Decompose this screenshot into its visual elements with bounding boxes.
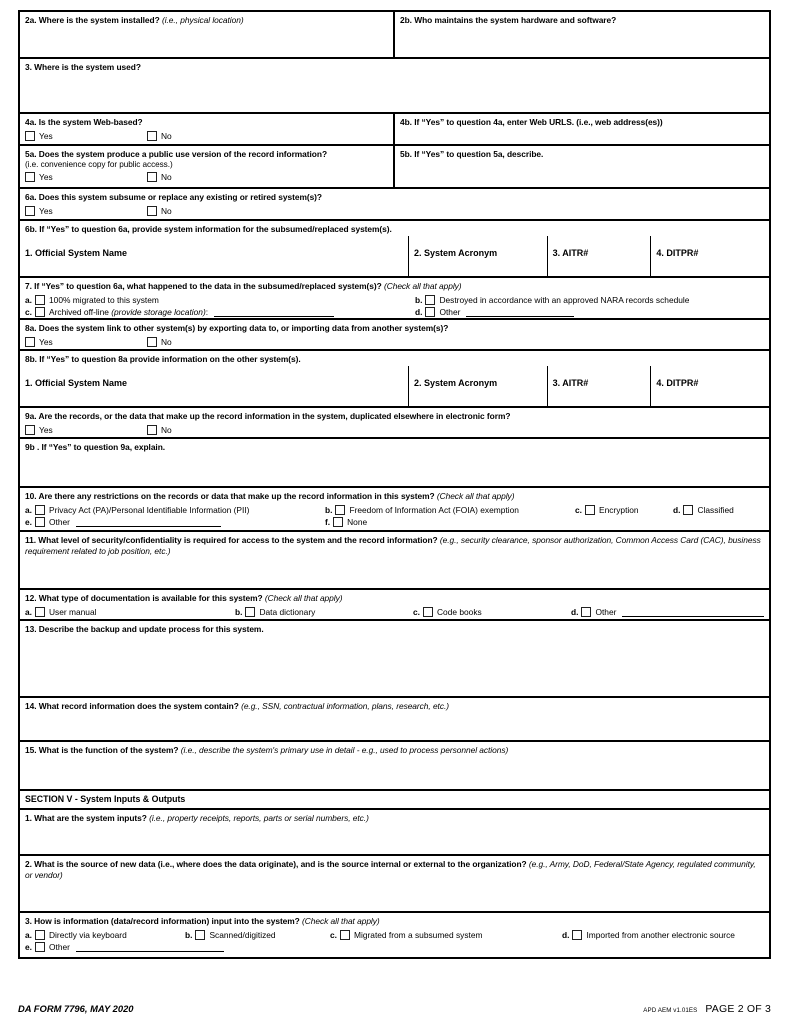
q12-option-a[interactable]: [25, 607, 235, 617]
cell-q8b-acronym[interactable]: [409, 366, 548, 406]
checkbox-icon[interactable]: [425, 307, 435, 317]
sv-q3-letter-d: d.: [562, 929, 570, 940]
cell-sv-q3: [20, 913, 769, 957]
cell-q12: [20, 590, 769, 619]
q9a-option-no[interactable]: [147, 425, 172, 435]
q8b-col1-header: 1. Official System Name: [25, 378, 128, 388]
q12-letter-c: c.: [413, 606, 420, 617]
checkbox-icon[interactable]: [335, 505, 345, 515]
checkbox-icon[interactable]: [423, 607, 433, 617]
q10-option-b[interactable]: [325, 505, 575, 515]
sv-q3-option-e[interactable]: [25, 942, 224, 952]
row-q8a: [20, 320, 769, 351]
cell-q8a: [20, 320, 769, 349]
q12-option-d[interactable]: [571, 607, 764, 617]
q15-hint: (i.e., describe the system's primary use in detail - e.g., used to process personnel actions): [180, 745, 509, 755]
q4a-option-no[interactable]: [147, 131, 172, 141]
checkbox-icon[interactable]: [35, 607, 45, 617]
cell-q7: [20, 278, 769, 318]
q12-letter-b: b.: [235, 606, 243, 617]
q10-option-a-label: Privacy Act (PA)/Personal Identifiable Information (PII): [49, 504, 250, 515]
checkbox-icon[interactable]: [35, 930, 45, 940]
row-q12: [20, 590, 769, 621]
sv-q3-option-b[interactable]: [185, 930, 330, 940]
row-q6b-table: [20, 236, 769, 278]
q12-option-c[interactable]: [413, 607, 571, 617]
cell-q6b-ditpr[interactable]: [651, 236, 769, 276]
q4a-choices: [25, 131, 389, 141]
cell-section-v-title: [20, 791, 769, 808]
row-q10: [20, 488, 769, 532]
sv-q3-choices-row2: [25, 942, 765, 952]
row-sv-q1: [20, 810, 769, 856]
sv-q3-letter-e: e.: [25, 941, 32, 952]
cell-q13[interactable]: [20, 621, 769, 696]
cell-q3[interactable]: [20, 59, 769, 112]
q9b-label: 9b . If “Yes” to question 9a, explain.: [25, 442, 166, 452]
q6b-col3-header: 3. AITR#: [552, 248, 589, 258]
q10-letter-c: c.: [575, 504, 582, 515]
sv-q3-option-b-label: Scanned/digitized: [209, 929, 276, 940]
row-q6a: [20, 189, 769, 221]
q7-option-c-input[interactable]: [214, 307, 334, 317]
q6b-col4-header: 4. DITPR#: [656, 248, 699, 258]
q10-choices-row2: [25, 517, 765, 527]
q12-label: 12. What type of documentation is available for this system? (Check all that apply): [25, 593, 343, 603]
q2a-label: 2a. Where is the system installed? (i.e., physical location): [25, 15, 244, 25]
q7-option-a[interactable]: [25, 295, 415, 305]
row-q9b: [20, 439, 769, 488]
row-q8b-title: [20, 351, 769, 366]
q11-label: 11. What level of security/confidentiality is required for access to the system and the record information? (e.g., security clearance, sponsor authorization, Common Access Card (CAC), business requirement related to job position, etc.): [25, 535, 761, 556]
sv-q3-option-e-label: Other: [49, 941, 70, 952]
row-q4: [20, 114, 769, 146]
cell-sv-q2[interactable]: [20, 856, 769, 911]
q5b-label: 5b. If “Yes” to question 5a, describe.: [400, 149, 544, 159]
q5a-label: 5a. Does the system produce a public use version of the record information?: [25, 149, 328, 159]
q8a-no-label: No: [161, 336, 172, 347]
sv-q3-option-a[interactable]: [25, 930, 185, 940]
q10-option-c[interactable]: [575, 505, 673, 515]
cell-q11[interactable]: [20, 532, 769, 588]
checkbox-icon[interactable]: [147, 131, 157, 141]
q2a-hint: (i.e., physical location): [161, 15, 244, 25]
checkbox-icon[interactable]: [25, 337, 35, 347]
q10-letter-b: b.: [325, 504, 333, 515]
q13-label: 13. Describe the backup and update process for this system.: [25, 624, 264, 634]
q10-option-f-label: None: [347, 516, 368, 527]
q8a-choices: [25, 337, 765, 347]
cell-q8b-aitr[interactable]: [548, 366, 652, 406]
form-number: DA FORM 7796, MAY 2020: [18, 1003, 134, 1014]
q10-letter-f: f.: [325, 516, 331, 527]
form-footer: [18, 1003, 771, 1015]
sv-q3-option-c-label: Migrated from a subsumed system: [354, 929, 483, 940]
q4a-yes-label: Yes: [39, 130, 53, 141]
q4b-label: 4b. If “Yes” to question 4a, enter Web URLS. (i.e., web address(es)): [400, 117, 663, 127]
q10-option-e-input[interactable]: [76, 517, 221, 527]
checkbox-icon[interactable]: [333, 517, 343, 527]
row-q3: [20, 59, 769, 114]
checkbox-icon[interactable]: [35, 942, 45, 952]
q12-option-b-label: Data dictionary: [259, 606, 316, 617]
section-v-title: SECTION V - System Inputs & Outputs: [25, 794, 186, 804]
q5a-option-yes[interactable]: [25, 172, 147, 182]
q5a-choices: [25, 172, 389, 182]
q8b-label: 8b. If “Yes” to question 8a provide information on the other system(s).: [25, 354, 301, 364]
q7-option-d[interactable]: [415, 307, 574, 317]
q7-option-a-label: 100% migrated to this system: [49, 294, 159, 305]
row-q7: [20, 278, 769, 320]
cell-q8b-title: [20, 351, 769, 366]
q9a-yes-label: Yes: [39, 424, 53, 435]
cell-q4a: [20, 114, 395, 144]
q7-option-c[interactable]: [25, 307, 415, 317]
cell-q8b-system-name[interactable]: [20, 366, 409, 406]
q7-letter-d: d.: [415, 306, 423, 317]
q2b-label: 2b. Who maintains the system hardware and software?: [400, 15, 617, 25]
row-q11: [20, 532, 769, 590]
q12-option-c-label: Code books: [437, 606, 482, 617]
cell-q6a: [20, 189, 769, 219]
form-revision: APD AEM v1.01ES: [643, 1007, 698, 1014]
q7-letter-a: a.: [25, 294, 32, 305]
q12-hint: (Check all that apply): [264, 593, 343, 603]
checkbox-icon[interactable]: [35, 517, 45, 527]
q7-label: 7. If “Yes” to question 6a, what happened to the data in the subsumed/replaced system(s)? (Check all that apply): [25, 281, 462, 291]
q7-choices-row1: [25, 295, 765, 305]
checkbox-icon[interactable]: [245, 607, 255, 617]
q12-option-d-label: Other: [595, 606, 617, 617]
q12-option-b[interactable]: [235, 607, 413, 617]
q6a-yes-label: Yes: [39, 205, 53, 216]
q7-option-c-label: Archived off-line (provide storage location):: [49, 306, 209, 317]
q5a-no-label: No: [161, 172, 172, 183]
q10-option-a[interactable]: [25, 505, 325, 515]
q6b-col1-header: 1. Official System Name: [25, 248, 128, 258]
checkbox-icon[interactable]: [195, 930, 205, 940]
cell-q2b[interactable]: [395, 12, 769, 57]
q8b-col2-header: 2. System Acronym: [413, 378, 498, 388]
checkbox-icon[interactable]: [581, 607, 591, 617]
q14-label: 14. What record information does the system contain? (e.g., SSN, contractual information, plans, research, etc.): [25, 701, 449, 711]
sv-q3-option-d[interactable]: [562, 930, 735, 940]
sv-q3-option-c[interactable]: [330, 930, 562, 940]
checkbox-icon[interactable]: [340, 930, 350, 940]
q8a-option-no[interactable]: [147, 337, 172, 347]
q6a-choices: [25, 206, 765, 216]
row-sv-q3: [20, 913, 769, 957]
q8b-col4-header: 4. DITPR#: [656, 378, 699, 388]
q10-letter-d: d.: [673, 504, 681, 515]
q6a-label: 6a. Does this system subsume or replace any existing or retired system(s)?: [25, 192, 322, 202]
q10-label: 10. Are there any restrictions on the records or data that make up the record information in this system? (Check all that apply): [25, 491, 515, 501]
q9a-no-label: No: [161, 424, 172, 435]
cell-q6b-aitr[interactable]: [548, 236, 652, 276]
row-q9a: [20, 408, 769, 439]
sv-q3-option-d-label: Imported from another electronic source: [586, 929, 735, 940]
q10-letter-a: a.: [25, 504, 32, 515]
q4a-option-yes[interactable]: [25, 131, 147, 141]
q4a-no-label: No: [161, 130, 172, 141]
q5a-option-no[interactable]: [147, 172, 172, 182]
checkbox-icon[interactable]: [25, 172, 35, 182]
cell-q5a: [20, 146, 395, 187]
cell-q6b-acronym[interactable]: [409, 236, 548, 276]
q7-option-b-label: Destroyed in accordance with an approved NARA records schedule: [439, 294, 690, 305]
q12-letter-d: d.: [571, 606, 579, 617]
page-number: PAGE 2 OF 3: [705, 1003, 771, 1015]
cell-q14[interactable]: [20, 698, 769, 740]
q10-option-d[interactable]: [673, 505, 734, 515]
q10-option-c-label: Encryption: [599, 504, 639, 515]
sv-q1-hint: (i.e., property receipts, reports, parts or serial numbers, etc.): [149, 813, 369, 823]
cell-q6b-title: [20, 221, 769, 236]
q7-option-d-input[interactable]: [466, 307, 574, 317]
checkbox-icon[interactable]: [25, 425, 35, 435]
q12-letter-a: a.: [25, 606, 32, 617]
sv-q1-label: 1. What are the system inputs? (i.e., property receipts, reports, parts or serial numbers, etc.): [25, 813, 369, 823]
q10-option-d-label: Classified: [697, 504, 734, 515]
cell-q8b-ditpr[interactable]: [651, 366, 769, 406]
row-q2: [20, 12, 769, 59]
checkbox-icon[interactable]: [147, 206, 157, 216]
cell-q2a[interactable]: [20, 12, 395, 57]
sv-q3-label: 3. How is information (data/record information) input into the system? (Check all that apply): [25, 916, 380, 926]
sv-q2-hint: (e.g., Army, DoD, Federal/State Agency, regulated community, or vendor): [25, 859, 756, 880]
q9a-label: 9a. Are the records, or the data that make up the record information in the system, duplicated elsewhere in electronic form?: [25, 411, 511, 421]
cell-q6b-system-name[interactable]: [20, 236, 409, 276]
q6b-label: 6b. If “Yes” to question 6a, provide system information for the subsumed/replaced system(s).: [25, 224, 392, 234]
q7-letter-c: c.: [25, 306, 32, 317]
checkbox-icon[interactable]: [572, 930, 582, 940]
q10-option-e[interactable]: [25, 517, 325, 527]
da-form-7796-page2: [18, 10, 771, 959]
checkbox-icon[interactable]: [425, 295, 435, 305]
q8a-option-yes[interactable]: [25, 337, 147, 347]
footer-right-group: [643, 1003, 771, 1015]
q8a-yes-label: Yes: [39, 336, 53, 347]
q11-hint: (e.g., security clearance, sponsor authorization, Common Access Card (CAC), business requirement related to job position, etc.): [25, 535, 761, 556]
q9a-choices: [25, 425, 765, 435]
sv-q3-option-a-label: Directly via keyboard: [49, 929, 127, 940]
checkbox-icon[interactable]: [683, 505, 693, 515]
q10-choices-row1: [25, 505, 765, 515]
checkbox-icon[interactable]: [25, 131, 35, 141]
checkbox-icon[interactable]: [147, 425, 157, 435]
row-q13: [20, 621, 769, 698]
q9a-option-yes[interactable]: [25, 425, 147, 435]
sv-q3-letter-a: a.: [25, 929, 32, 940]
cell-q9a: [20, 408, 769, 437]
q5a-yes-label: Yes: [39, 172, 53, 183]
sv-q3-choices-row1: [25, 930, 765, 940]
q10-option-b-label: Freedom of Information Act (FOIA) exemption: [349, 504, 519, 515]
q6a-option-no[interactable]: [147, 206, 172, 216]
checkbox-icon[interactable]: [147, 172, 157, 182]
q10-hint: (Check all that apply): [436, 491, 515, 501]
q10-letter-e: e.: [25, 516, 32, 527]
checkbox-icon[interactable]: [585, 505, 595, 515]
q7-hint: (Check all that apply): [383, 281, 462, 291]
q6a-no-label: No: [161, 205, 172, 216]
q10-option-e-label: Other: [49, 516, 70, 527]
q12-option-a-label: User manual: [49, 606, 97, 617]
checkbox-icon[interactable]: [147, 337, 157, 347]
row-section-v: [20, 791, 769, 810]
q7-letter-b: b.: [415, 294, 423, 305]
cell-q15[interactable]: [20, 742, 769, 789]
checkbox-icon[interactable]: [35, 307, 45, 317]
sv-q3-letter-b: b.: [185, 929, 193, 940]
q8b-col3-header: 3. AITR#: [552, 378, 589, 388]
q14-hint: (e.g., SSN, contractual information, plans, research, etc.): [241, 701, 449, 711]
sv-q3-option-e-input[interactable]: [76, 942, 224, 952]
q7-option-b[interactable]: [415, 295, 689, 305]
row-q14: [20, 698, 769, 742]
row-q5: [20, 146, 769, 189]
q3-label: 3. Where is the system used?: [25, 62, 141, 72]
sv-q3-hint: (Check all that apply): [302, 916, 380, 926]
row-q15: [20, 742, 769, 791]
sv-q3-letter-c: c.: [330, 929, 337, 940]
q7-option-d-label: Other: [439, 306, 461, 317]
q6a-option-yes[interactable]: [25, 206, 147, 216]
cell-q10: [20, 488, 769, 530]
checkbox-icon[interactable]: [25, 206, 35, 216]
q5a-sub-label: (i.e. convenience copy for public access.): [25, 159, 173, 169]
row-q8b-table: [20, 366, 769, 408]
cell-q5b[interactable]: [395, 146, 769, 187]
q10-option-f[interactable]: [325, 517, 367, 527]
q6b-col2-header: 2. System Acronym: [413, 248, 498, 258]
checkbox-icon[interactable]: [35, 505, 45, 515]
q15-label: 15. What is the function of the system? (i.e., describe the system's primary use in detail - e.g., used to process personnel actions): [25, 745, 509, 755]
cell-q9b[interactable]: [20, 439, 769, 486]
q12-option-d-input[interactable]: [622, 607, 764, 617]
q4a-label: 4a. Is the system Web-based?: [25, 117, 143, 127]
row-q6b-title: [20, 221, 769, 236]
cell-sv-q1[interactable]: [20, 810, 769, 854]
cell-q4b[interactable]: [395, 114, 769, 144]
row-sv-q2: [20, 856, 769, 913]
q12-choices: [25, 607, 765, 617]
sv-q2-label: 2. What is the source of new data (i.e., where does the data originate), and is the source internal or external to the organization? (e.g., Army, DoD, Federal/State Agency, regulated community, or vendor): [25, 859, 756, 880]
q8a-label: 8a. Does the system link to other system(s) by exporting data to, or importing data from another system(s)?: [25, 323, 449, 333]
checkbox-icon[interactable]: [35, 295, 45, 305]
q7-choices-row2: [25, 307, 765, 317]
